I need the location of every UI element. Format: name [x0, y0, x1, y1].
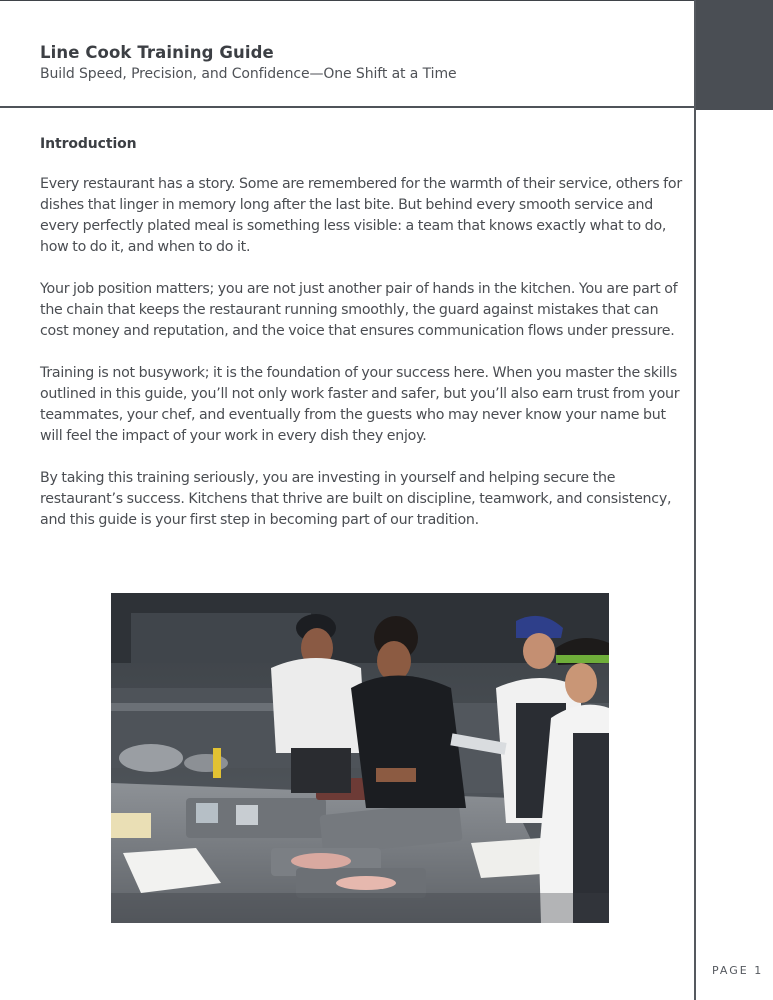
paragraph: Training is not busywork; it is the foundation of your success here. When you master the skills outlined in this guide, you’ll not only work faster and safer, but you’ll also earn trust from your teammates, your chef, and eventually from the guests who may never know your name but will feel the impact of your work in every dish they enjoy.: [40, 365, 680, 444]
paragraph: Your job position matters; you are not just another pair of hands in the kitchen. You are part of the chain that keeps the restaurant running smoothly, the guard against mistakes that can cost money and reputation, and the voice that ensures communication flows under pressure.: [40, 281, 678, 339]
main-content: [40, 136, 690, 552]
document-subtitle: Build Speed, Precision, and Confidence—One Shift at a Time: [40, 66, 457, 82]
header-accent-block: [695, 0, 773, 110]
page-number: PAGE 1: [712, 964, 764, 977]
paragraph: By taking this training seriously, you are investing in yourself and helping secure the restaurant’s success. Kitchens that thrive are built on discipline, teamwork, and consistency, and this guide is your first step in becoming part of our tradition.: [40, 470, 672, 528]
paragraph: Every restaurant has a story. Some are remembered for the warmth of their service, others for dishes that linger in memory long after the last bite. But behind every smooth service and every perfectly plated meal is something less visible: a team that knows exactly what to do, how to do it, and when to do it.: [40, 176, 682, 255]
margin-rule: [694, 0, 696, 1000]
section-heading: Introduction: [40, 136, 137, 152]
page-header: [0, 0, 695, 108]
document-title: Line Cook Training Guide: [40, 43, 274, 62]
kitchen-training-photo: [111, 593, 609, 923]
